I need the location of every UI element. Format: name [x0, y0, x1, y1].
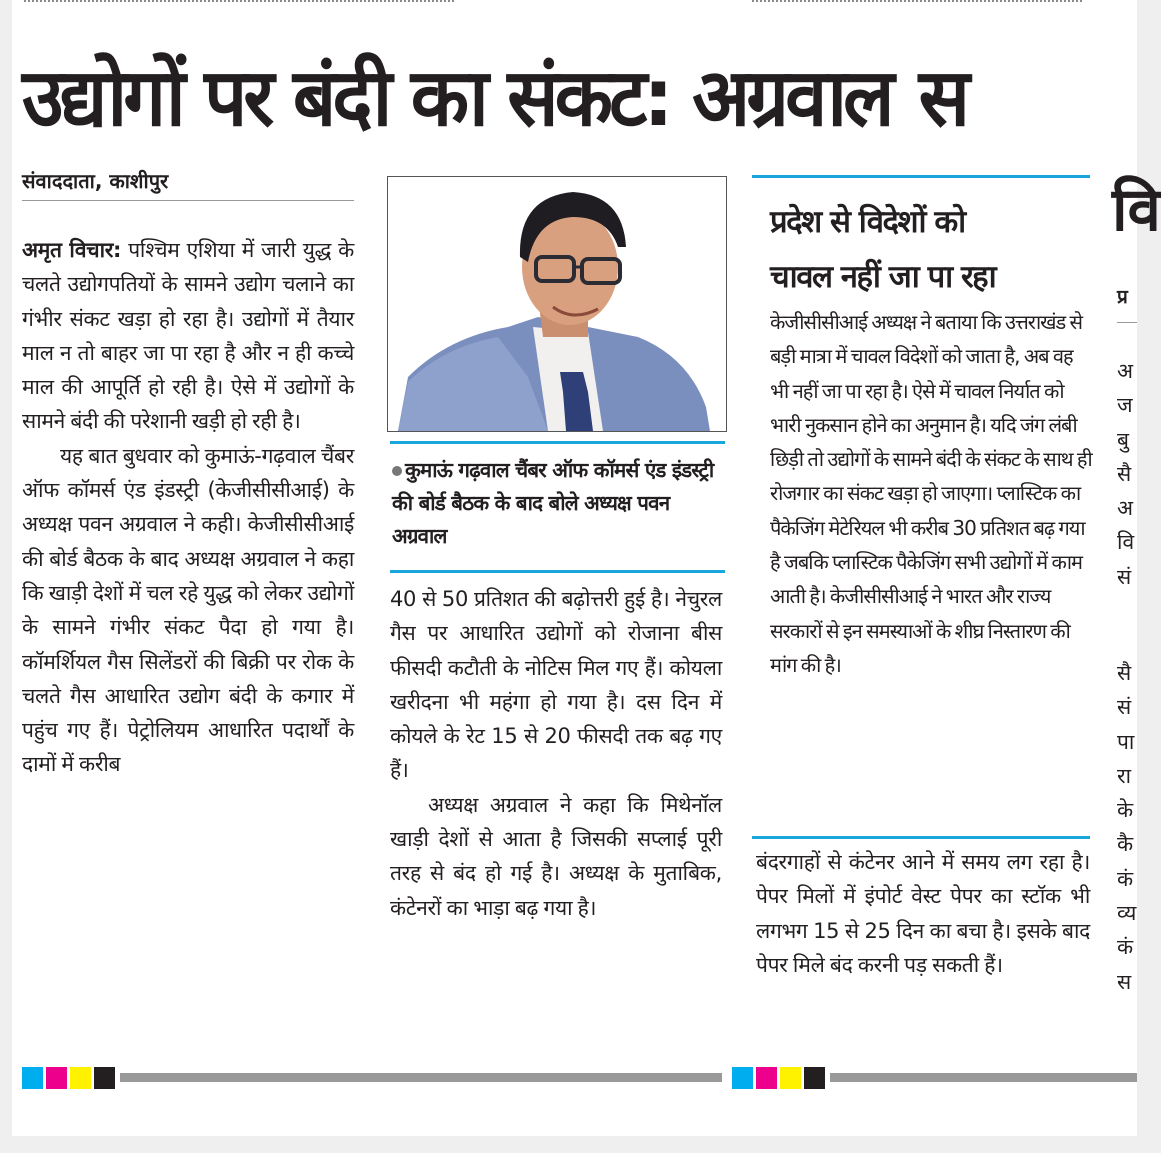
fragment-line: ज [1117, 393, 1133, 418]
cropped-text-fragment [24, 0, 454, 6]
caption-top-rule [390, 441, 725, 444]
byline: संवाददाता, काशीपुर [22, 166, 354, 201]
box-title [770, 195, 1090, 305]
bullet-icon [392, 466, 402, 476]
fragment-line: बु [1117, 427, 1129, 452]
cyan-swatch [732, 1067, 753, 1089]
portrait-illustration [388, 177, 726, 431]
fragment-line: पा [1117, 729, 1135, 754]
fragment-line: सै [1117, 461, 1132, 486]
grey-rule-bar [830, 1073, 1137, 1082]
fragment-line: के [1117, 798, 1134, 823]
cmyk-color-bar [22, 1067, 115, 1089]
paragraph: 40 से 50 प्रतिशत की बढ़ोत्तरी हुई है। नेचुरल गैस पर आधारित उद्योगों को रोजाना बीस फीसदी कटौती के नोटिस मिल गए हैं। कोयला खरीदना भी महंगा हो गया है। दस दिन में कोयले के रेट 15 से 20 फीसदी तक बढ़ गए हैं। [390, 587, 722, 783]
lead-paragraph [22, 233, 354, 439]
right-column [756, 845, 1090, 1045]
box-title-line: प्रदेश से विदेशों को [770, 204, 965, 240]
left-column [22, 166, 354, 1046]
box-top-rule [752, 175, 1090, 178]
fragment-line: कं [1117, 935, 1134, 960]
next-story-byline-fragment [1117, 282, 1137, 323]
yellow-swatch [780, 1067, 801, 1089]
cmyk-color-bar [732, 1067, 825, 1089]
middle-column [390, 582, 722, 1042]
black-swatch [94, 1067, 115, 1089]
next-story-fragment-lines-top [1117, 354, 1157, 594]
fragment-line: सै [1117, 661, 1132, 685]
fragment-line: सं [1117, 695, 1132, 720]
black-swatch [804, 1067, 825, 1089]
fragment-line: सं [1117, 564, 1132, 589]
fragment-line: अ [1117, 496, 1134, 521]
portrait-photo [387, 176, 727, 432]
caption-text: कुमाऊं गढ़वाल चैंबर ऑफ कॉमर्स एंड इंडस्ट्री की बोर्ड बैठक के बाद बोले अध्यक्ष पवन अग्रवाल [392, 458, 714, 548]
magenta-swatch [46, 1067, 67, 1089]
next-story-title-char: वि [1112, 175, 1161, 245]
caption-bottom-rule [390, 570, 725, 573]
lead-label: अमृत विचार: [22, 238, 122, 262]
fragment-line: वि [1117, 530, 1135, 555]
magenta-swatch [756, 1067, 777, 1089]
fragment-line: स [1117, 969, 1132, 994]
photo-caption [392, 454, 728, 553]
cyan-swatch [22, 1067, 43, 1089]
box-title-line: चावल नहीं जा पा रहा [770, 259, 996, 295]
fragment-line: व्य [1117, 901, 1137, 926]
next-story-title-fragment [1112, 170, 1161, 250]
fragment-line: रा [1117, 763, 1132, 788]
lead-text: पश्चिम एशिया में जारी युद्ध के चलते उद्योगपतियों के सामने उद्योग चलाने का गंभीर संकट खड़ा हो रहा है। उद्योगों में तैयार माल न तो बाहर जा पा रहा है और न ही कच्चे माल की आपूर्ति हो रही है। ऐसे में उद्योगों के सामने बंदी की परेशानी खड़ी हो रही है। [22, 238, 355, 434]
box-bottom-rule [752, 836, 1090, 839]
cropped-text-fragment [752, 0, 1082, 6]
next-story-byline-chars: प्र [1117, 286, 1128, 308]
headline [22, 45, 1137, 150]
yellow-swatch [70, 1067, 91, 1089]
next-story-fragment-lines-bottom [1117, 656, 1157, 999]
fragment-line: अ [1117, 359, 1134, 383]
fragment-line: कै [1117, 832, 1134, 857]
grey-rule-bar [120, 1073, 722, 1082]
box-body: केजीसीसीआई अध्यक्ष ने बताया कि उत्तराखंड से बड़ी मात्रा में चावल विदेशों को जाता है, अब वह भी नहीं जा पा रहा है। ऐसे में चावल निर्यात को भारी नुकसान होने का अनुमान है। यदि जंग लंबी छिड़ी तो उद्योगों के सामने बंदी के संकट के साथ ही रोजगार का संकट खड़ा हो जाएगा। प्लास्टिक का पैकेजिंग मेटेरियल भी करीब 30 प्रतिशत बढ़ गया है जबकि प्लास्टिक पैकेजिंग सभी उद्योगों में काम आती है। केजीसीसीआई ने भारत और राज्य सरकारों से इन समस्याओं के शीघ्र निस्तारण की मांग की है। [770, 310, 1092, 677]
paragraph: बंदरगाहों से कंटेनर आने में समय लग रहा है। पेपर मिलों में इंपोर्ट वेस्ट पेपर का स्टॉक भी लगभग 15 से 25 दिन का बचा है। इसके बाद पेपर मिले बंद करनी पड़ सकती हैं। [756, 850, 1090, 977]
headline-next-fragment: स [918, 50, 966, 144]
fragment-line: कं [1117, 866, 1134, 891]
paragraph: अध्यक्ष अग्रवाल ने कहा कि मिथेनॉल खाड़ी देशों से आता है जिसकी सप्लाई पूरी तरह से बंद हो गई है। अध्यक्ष के मुताबिक, कंटेनरों का भाड़ा बढ़ गया है। [390, 792, 722, 920]
headline-text: उद्योगों पर बंदी का संकट: अग्रवाल [22, 50, 891, 144]
paragraph: यह बात बुधवार को कुमाऊं-गढ़वाल चैंबर ऑफ कॉमर्स एंड इंडस्ट्री (केजीसीसीआई) के अध्यक्ष पवन अग्रवाल ने कही। केजीसीसीआई की बोर्ड बैठक के बाद अध्यक्ष अग्रवाल ने कहा कि खाड़ी देशों में चल रहे युद्ध को लेकर उद्योगों के सामने गंभीर संकट पैदा हो गया है। कॉमर्शियल गैस सिलेंडरों की बिक्री पर रोक के चलते गैस आधारित उद्योग बंदी के कगार में पहुंच गए हैं। पेट्रोलियम आधारित पदार्थों के दामों में करीब [22, 443, 354, 777]
